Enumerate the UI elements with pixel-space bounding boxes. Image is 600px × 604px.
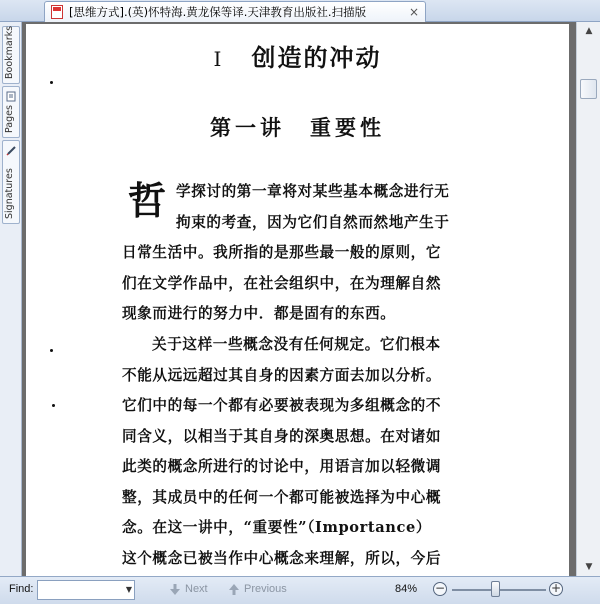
scroll-up-icon[interactable]: ▲: [585, 26, 593, 36]
zoom-out-icon[interactable]: −: [434, 581, 446, 595]
pages-icon: [6, 91, 17, 102]
chapter-heading: [26, 38, 569, 73]
close-tab-icon[interactable]: ×: [408, 5, 420, 19]
side-panel: [0, 22, 22, 576]
signatures-tab-label: Signatures: [4, 168, 15, 219]
text-line: 不能从远远超过其自身的因素方面去加以分析。: [122, 367, 442, 384]
vertical-scrollbar[interactable]: [576, 22, 600, 576]
scroll-thumb[interactable]: [580, 79, 597, 99]
pen-icon: [6, 145, 17, 156]
pdf-file-icon: [51, 5, 63, 19]
signatures-tab[interactable]: [2, 140, 20, 224]
find-dropdown-icon[interactable]: ▼: [125, 585, 133, 594]
text-line: 同含义，以相当于其自身的深奥思想。在对诸如: [122, 428, 442, 445]
zoom-slider-thumb[interactable]: [491, 581, 500, 597]
document-page: [26, 24, 569, 576]
lecture-title: 第一讲 重要性: [210, 115, 385, 140]
tab-title: [思维方式].(英)怀特海.黄龙保等译.天津教育出版社.扫描版: [69, 5, 367, 19]
document-viewer[interactable]: [22, 22, 576, 576]
text-line: 关于这样一些概念没有任何规定。它们根本: [152, 336, 441, 353]
text-line: 这个概念已被当作中心概念来理解，所以，今后: [122, 550, 442, 567]
text-line: 整，其成员中的任何一个都可能被选择为中心概: [122, 489, 442, 506]
text-line: 现象而进行的努力中．都是固有的东西。: [122, 305, 396, 322]
find-next-label: Next: [185, 583, 208, 595]
find-input[interactable]: [37, 580, 135, 600]
zoom-in-icon[interactable]: +: [550, 581, 562, 595]
find-previous-label: Previous: [244, 583, 287, 595]
find-previous-button[interactable]: [229, 583, 287, 595]
find-bar: [0, 576, 600, 604]
chapter-title: 创造的冲动: [251, 43, 382, 72]
find-label: Find:: [9, 583, 34, 595]
scroll-down-icon[interactable]: ▼: [585, 562, 593, 572]
zoom-level: 84%: [395, 583, 418, 595]
pages-tab[interactable]: [2, 86, 20, 138]
arrow-down-icon: [170, 584, 180, 595]
arrow-up-icon: [229, 584, 239, 595]
scan-speck: [50, 349, 53, 352]
scan-speck: [50, 81, 53, 84]
text-line: 它们中的每一个都有必要被表现为多组概念的不: [122, 397, 442, 414]
scan-speck: [52, 404, 55, 407]
drop-cap: 哲: [128, 178, 167, 223]
document-tab[interactable]: [44, 1, 426, 22]
text-line: 拘束的考查，因为它们自然而然地产生于: [176, 214, 450, 231]
bookmarks-tab[interactable]: [2, 26, 20, 84]
text-line: 念。在这一讲中，“重要性”（Importance）: [122, 519, 432, 536]
text-line: 日常生活中。我所指的是那些最一般的原则，它: [122, 244, 442, 261]
chapter-number: I: [213, 47, 224, 71]
text-line: 们在文学作品中，在社会组织中，在为理解自然: [122, 275, 442, 292]
text-line: 此类的概念所进行的讨论中，用语言加以轻微调: [122, 458, 442, 475]
bookmarks-tab-label: Bookmarks: [4, 25, 15, 79]
tab-bar: [0, 0, 600, 22]
text-line: 学探讨的第一章将对某些基本概念进行无: [176, 183, 450, 200]
find-next-button[interactable]: [170, 583, 208, 595]
pages-tab-label: Pages: [4, 105, 15, 133]
